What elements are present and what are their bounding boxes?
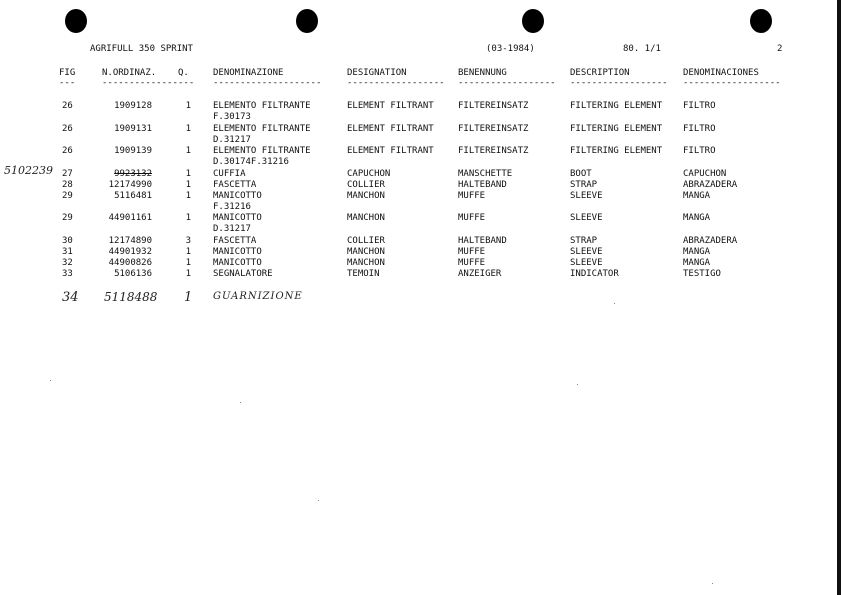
scan-speck — [318, 500, 319, 501]
scan-speck — [50, 380, 51, 381]
italian-cell: CUFFIA — [213, 169, 246, 179]
part-number-cell: 44901161 — [108, 213, 152, 223]
col-header-italian: DENOMINAZIONE — [213, 68, 284, 78]
punch-hole — [750, 9, 772, 33]
english-cell: INDICATOR — [570, 269, 619, 279]
handwritten-description: GUARNIZIONE — [213, 291, 303, 302]
german-cell: MUFFE — [458, 258, 486, 268]
qty-cell: 1 — [185, 146, 191, 156]
col-rule-italian: -------------------- — [213, 78, 322, 88]
spanish-cell: ABRAZADERA — [683, 180, 738, 190]
english-cell: FILTERING ELEMENT — [570, 124, 663, 134]
fig-cell: 26 — [62, 101, 73, 111]
qty-cell: 1 — [185, 247, 191, 257]
col-header-qty: Q. — [178, 68, 189, 78]
french-cell: MANCHON — [347, 258, 385, 268]
part-number-cell-crossed-out: 9923132 — [114, 169, 152, 179]
german-cell: MUFFE — [458, 213, 486, 223]
punch-hole — [65, 9, 87, 33]
part-number-cell: 1909139 — [114, 146, 152, 156]
english-cell: BOOT — [570, 169, 592, 179]
italian-cell: ELEMENTO FILTRANTE — [213, 124, 311, 134]
qty-cell: 1 — [185, 191, 191, 201]
french-cell: TEMOIN — [347, 269, 380, 279]
italian-cell: MANICOTTO — [213, 258, 262, 268]
serial-note: F.31216 — [213, 202, 251, 212]
fig-cell: 27 — [62, 169, 73, 179]
col-rule-fig: --- — [59, 78, 76, 88]
scan-speck — [712, 583, 713, 584]
german-cell: FILTEREINSATZ — [458, 146, 529, 156]
page-number: 2 — [777, 44, 783, 54]
serial-note: D.30174F.31216 — [213, 157, 289, 167]
serial-note: D.31217 — [213, 224, 251, 234]
french-cell: COLLIER — [347, 236, 385, 246]
scan-speck — [577, 384, 578, 385]
fig-cell: 29 — [62, 191, 73, 201]
fig-cell: 28 — [62, 180, 73, 190]
french-cell: ELEMENT FILTRANT — [347, 101, 434, 111]
part-number-cell: 5116481 — [114, 191, 152, 201]
fig-cell: 31 — [62, 247, 73, 257]
spanish-cell: FILTRO — [683, 146, 716, 156]
fig-cell: 33 — [62, 269, 73, 279]
french-cell: MANCHON — [347, 247, 385, 257]
english-cell: STRAP — [570, 236, 598, 246]
german-cell: FILTEREINSATZ — [458, 101, 529, 111]
col-header-french: DESIGNATION — [347, 68, 407, 78]
spanish-cell: MANGA — [683, 191, 711, 201]
english-cell: FILTERING ELEMENT — [570, 101, 663, 111]
col-header-fig: FIG — [59, 68, 76, 78]
col-rule-french: ------------------ — [347, 78, 445, 88]
english-cell: SLEEVE — [570, 191, 603, 201]
english-cell: STRAP — [570, 180, 598, 190]
col-header-english: DESCRIPTION — [570, 68, 630, 78]
part-number-cell: 44901932 — [108, 247, 152, 257]
scan-speck — [614, 303, 615, 304]
handwritten-fig: 34 — [62, 290, 79, 305]
italian-cell: SEGNALATORE — [213, 269, 273, 279]
page-edge — [837, 0, 841, 595]
fig-cell: 30 — [62, 236, 73, 246]
french-cell: MANCHON — [347, 213, 385, 223]
qty-cell: 1 — [185, 180, 191, 190]
german-cell: HALTEBAND — [458, 236, 507, 246]
qty-cell: 1 — [185, 124, 191, 134]
spanish-cell: MANGA — [683, 247, 711, 257]
punch-hole — [296, 9, 318, 33]
german-cell: FILTEREINSATZ — [458, 124, 529, 134]
handwritten-qty: 1 — [184, 290, 193, 305]
handwritten-replacement-part-number: 5102239 — [4, 164, 53, 177]
german-cell: MUFFE — [458, 191, 486, 201]
fig-cell: 26 — [62, 146, 73, 156]
col-rule-qty: --- — [178, 78, 195, 88]
fig-cell: 32 — [62, 258, 73, 268]
french-cell: COLLIER — [347, 180, 385, 190]
spanish-cell: MANGA — [683, 213, 711, 223]
fig-cell: 26 — [62, 124, 73, 134]
english-cell: SLEEVE — [570, 213, 603, 223]
french-cell: CAPUCHON — [347, 169, 391, 179]
part-number-cell: 5106136 — [114, 269, 152, 279]
col-rule-english: ------------------ — [570, 78, 668, 88]
col-header-part-number: N.ORDINAZ. — [102, 68, 157, 78]
punch-hole — [522, 9, 544, 33]
italian-cell: MANICOTTO — [213, 191, 262, 201]
serial-note: D.31217 — [213, 135, 251, 145]
qty-cell: 1 — [185, 269, 191, 279]
fig-cell: 29 — [62, 213, 73, 223]
spanish-cell: TESTIGO — [683, 269, 721, 279]
part-number-cell: 12174890 — [108, 236, 152, 246]
handwritten-part-number: 5118488 — [104, 290, 158, 304]
serial-note: F.30173 — [213, 112, 251, 122]
col-rule-spanish: ------------------ — [683, 78, 781, 88]
german-cell: MANSCHETTE — [458, 169, 513, 179]
german-cell: HALTEBAND — [458, 180, 507, 190]
part-number-cell: 1909128 — [114, 101, 152, 111]
french-cell: ELEMENT FILTRANT — [347, 124, 434, 134]
italian-cell: MANICOTTO — [213, 247, 262, 257]
col-header-german: BENENNUNG — [458, 68, 507, 78]
german-cell: ANZEIGER — [458, 269, 502, 279]
english-cell: FILTERING ELEMENT — [570, 146, 663, 156]
italian-cell: ELEMENTO FILTRANTE — [213, 101, 311, 111]
english-cell: SLEEVE — [570, 258, 603, 268]
part-number-cell: 1909131 — [114, 124, 152, 134]
spanish-cell: FILTRO — [683, 101, 716, 111]
qty-cell: 1 — [185, 258, 191, 268]
german-cell: MUFFE — [458, 247, 486, 257]
col-rule-german: ------------------ — [458, 78, 556, 88]
scan-speck — [240, 402, 241, 403]
spanish-cell: FILTRO — [683, 124, 716, 134]
section-number: 80. 1/1 — [623, 44, 661, 54]
col-rule-part-number: -------------- — [102, 78, 178, 88]
qty-cell: 1 — [185, 169, 191, 179]
qty-cell: 1 — [185, 213, 191, 223]
italian-cell: MANICOTTO — [213, 213, 262, 223]
catalog-title: AGRIFULL 350 SPRINT — [90, 44, 193, 54]
part-number-cell: 12174990 — [108, 180, 152, 190]
part-number-cell: 44900826 — [108, 258, 152, 268]
spanish-cell: CAPUCHON — [683, 169, 727, 179]
qty-cell: 3 — [185, 236, 191, 246]
col-header-spanish: DENOMINACIONES — [683, 68, 759, 78]
italian-cell: FASCETTA — [213, 180, 257, 190]
spanish-cell: ABRAZADERA — [683, 236, 738, 246]
french-cell: MANCHON — [347, 191, 385, 201]
french-cell: ELEMENT FILTRANT — [347, 146, 434, 156]
spanish-cell: MANGA — [683, 258, 711, 268]
italian-cell: FASCETTA — [213, 236, 257, 246]
italian-cell: ELEMENTO FILTRANTE — [213, 146, 311, 156]
catalog-date: (03-1984) — [486, 44, 535, 54]
english-cell: SLEEVE — [570, 247, 603, 257]
qty-cell: 1 — [185, 101, 191, 111]
